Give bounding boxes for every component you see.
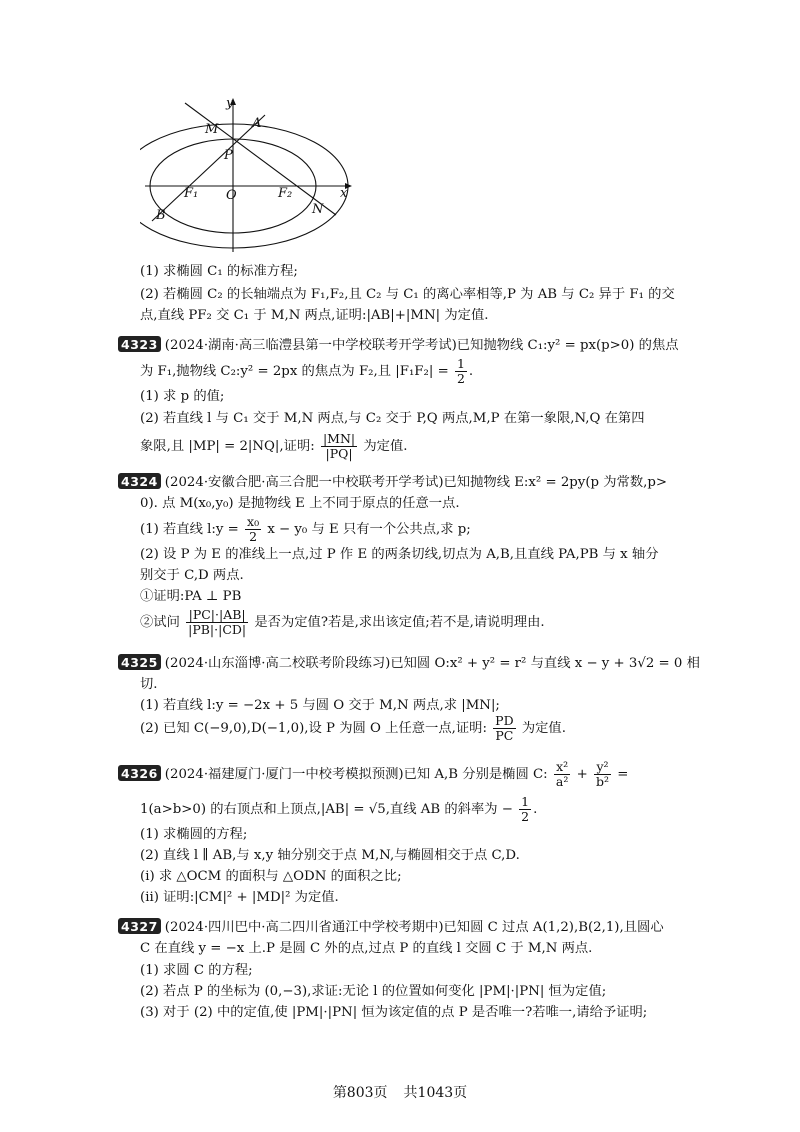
p4323-line2: 为 F₁,抛物线 C₂:y² = 2px 的焦点为 F₂,且 |F₁F₂| = $\frac{1}{2}$ .: [140, 356, 474, 386]
label-f2: F₂: [278, 186, 293, 201]
p4323-line1: [121, 336, 679, 354]
label-x: x: [340, 186, 348, 201]
ellipse-figure: [140, 97, 360, 255]
page-footer: [0, 1082, 800, 1102]
p4324-q1: (1) 若直线 l:y = $\frac{\text{x₀}}{2}$ x − y₀ 与 E 只有一个公共点,求 p;: [140, 514, 471, 544]
p4322-q2b: 点,直线 PF₂ 交 C₁ 于 M,N 两点,证明:|AB|+|MN| 为定值.: [140, 308, 489, 323]
p4325-q1: (1) 若直线 l:y = −2x + 5 与圆 O 交于 M,N 两点,求 |MN|;: [140, 698, 500, 713]
p4326-s1: (i) 求 △OCM 的面积与 △ODN 的面积之比;: [140, 869, 402, 884]
p4324-s1: ①证明:PA ⊥ PB: [140, 589, 242, 604]
p4325-line1: [121, 654, 700, 672]
fraction: $\frac{1}{2}$: [521, 794, 530, 824]
fraction: $\frac{PD}{PC}$: [495, 713, 514, 743]
p4325-stem-1: (2024·山东淄博·高二校联考阶段练习)已知圆 O:x² + y² = r² 与直线 x − y + 3√2 = 0 相: [164, 656, 700, 671]
p4322-q1: (1) 求椭圆 C₁ 的标准方程;: [140, 264, 298, 279]
label-f1: F₁: [184, 186, 199, 201]
fraction: $\frac{\text{x₀}}{2}$: [247, 514, 260, 544]
p4324-stem-1: (2024·安徽合肥·高三合肥一中校联考开学考试)已知抛物线 E:x² = 2py(p 为常数,p>: [164, 475, 668, 490]
p4326-stem-1: (2024·福建厦门·厦门一中校考模拟预测)已知 A,B 分别是椭圆 C:: [164, 767, 548, 782]
problem-number-badge: 4325: [118, 654, 161, 670]
label-p: P: [224, 148, 233, 163]
fraction: $\frac{1}{2}$: [456, 356, 465, 386]
p4323-q2a: (2) 若直线 l 与 C₁ 交于 M,N 两点,与 C₂ 交于 P,Q 两点,M,P 在第一象限,N,Q 在第四: [140, 411, 645, 426]
fraction: $\frac{|PC|\cdot|AB|}{|PB|\cdot|CD|}$: [188, 607, 247, 637]
p4323-stem-2: 为 F₁,抛物线 C₂:y² = 2px 的焦点为 F₂,且 |F₁F₂| =: [140, 364, 449, 379]
label-y: y: [226, 97, 234, 111]
p4326-s2: (ii) 证明:|CM|² + |MD|² 为定值.: [140, 890, 339, 905]
p4323-q1: (1) 求 p 的值;: [140, 389, 225, 404]
p4327-q1: (1) 求圆 C 的方程;: [140, 963, 253, 978]
p4326-line2: 1(a>b>0) 的右顶点和上顶点,|AB| = √5,直线 AB 的斜率为 − $\frac{1}{2}$ .: [140, 794, 538, 824]
problem-number-badge: 4326: [118, 765, 161, 781]
problem-number-badge: 4323: [118, 336, 161, 352]
p4322-q2a: (2) 若椭圆 C₂ 的长轴端点为 F₁,F₂,且 C₂ 与 C₁ 的离心率相等,P 为 AB 与 C₂ 异于 F₁ 的交: [140, 287, 675, 302]
p4326-q2: (2) 直线 l ∥ AB,与 x,y 轴分别交于点 M,N,与椭圆相交于点 C,D.: [140, 848, 520, 863]
p4323-q2b: 象限,且 |MP| = 2|NQ|,证明: $\frac{|MN|}{|PQ|}$ 为定值.: [140, 431, 408, 461]
p4327-line1: [121, 918, 664, 936]
p4325-stem-2: 切.: [140, 677, 158, 692]
p4324-q2b: 别交于 C,D 两点.: [140, 568, 244, 583]
label-m: M: [205, 122, 219, 137]
p4327-stem-2: C 在直线 y = −x 上.P 是圆 C 外的点,过点 P 的直线 l 交圆 C 于 M,N 两点.: [140, 941, 593, 956]
p4327-q3: (3) 对于 (2) 中的定值,使 |PM|·|PN| 恒为该定值的点 P 是否唯一?若唯一,请给予证明;: [140, 1005, 648, 1020]
p4324-stem-2: 0). 点 M(x₀,y₀) 是抛物线 E 上不同于原点的任意一点.: [140, 496, 460, 511]
page-total: 共1043页: [403, 1085, 468, 1101]
p4323-stem-1: (2024·湖南·高三临澧县第一中学校联考开学考试)已知抛物线 C₁:y² = px(p>0) 的焦点: [164, 338, 679, 353]
page-number: 第803页: [332, 1085, 388, 1101]
p4325-q2: (2) 已知 C(−9,0),D(−1,0),设 P 为圆 O 上任意一点,证明: $\frac{PD}{PC}$ 为定值.: [140, 713, 566, 743]
fraction: $\frac{\text{x²}}{\text{a²}}$: [555, 759, 569, 789]
p4327-stem-1: (2024·四川巴中·高二四川省通江中学校考期中)已知圆 C 过点 A(1,2),B(2,1),且圆心: [164, 920, 664, 935]
p4326-q1: (1) 求椭圆的方程;: [140, 827, 248, 842]
p4324-q2a: (2) 设 P 为 E 的准线上一点,过 P 作 E 的两条切线,切点为 A,B,且直线 PA,PB 与 x 轴分: [140, 547, 659, 562]
p4324-s2: ②试问 $\frac{|PC|\cdot|AB|}{|PB|\cdot|CD|}$ 是否为定值?若是,求出该定值;若不是,请说明理由.: [140, 607, 545, 637]
problem-number-badge: 4324: [118, 473, 161, 489]
label-n: N: [312, 202, 324, 217]
fraction: $\frac{|MN|}{|PQ|}$: [322, 431, 356, 461]
label-o: O: [226, 188, 237, 203]
p4324-line1: [121, 473, 668, 491]
label-a: A: [252, 116, 262, 131]
label-b: B: [156, 208, 166, 223]
fraction: $\frac{\text{y²}}{\text{b²}}$: [595, 759, 609, 789]
p4327-q2: (2) 若点 P 的坐标为 (0,−3),求证:无论 l 的位置如何变化 |PM|·|PN| 恒为定值;: [140, 984, 607, 999]
p4326-line1: 4326 (2024·福建厦门·厦门一中校考模拟预测)已知 A,B 分别是椭圆 C: $\frac{\text{x²}}{\text{a²}}$ + $\frac{\text{y²}}{\text{b²}}$ =: [140, 760, 628, 789]
problem-number-badge: 4327: [118, 918, 161, 934]
